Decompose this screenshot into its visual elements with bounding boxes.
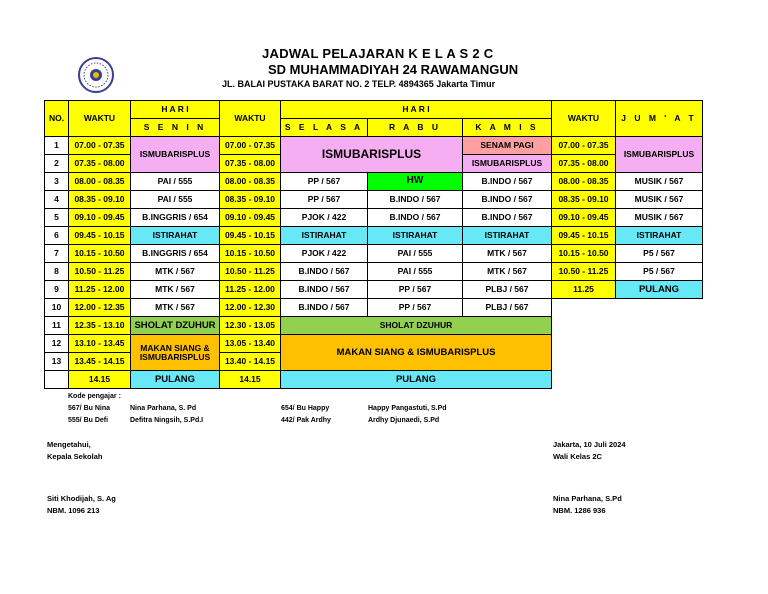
header-waktu-3: WAKTU [552,101,616,137]
time-cell: 10.50 - 11.25 [69,263,131,281]
time-cell: 12.35 - 13.10 [69,317,131,335]
header-senin: S E N I N [131,119,220,137]
kode-name: Ardhy Djunaedi, S.Pd [368,417,440,424]
row-no: 11 [45,317,69,335]
principal-nbm: NBM. 1096 213 [47,506,100,515]
subject-cell: PP / 567 [368,299,463,317]
header-jumat: J U M ' A T [616,101,703,137]
kode-code: 442/ Pak Ardhy [281,417,331,424]
header-no: NO. [45,101,69,137]
subject-cell: B.INGGRIS / 654 [131,245,220,263]
sholat-cell: SHOLAT DZUHUR [131,317,220,335]
subject-cell: PP / 567 [368,281,463,299]
row-no [45,371,69,389]
header-kamis: K A M I S [463,119,552,137]
row-no: 13 [45,353,69,371]
subject-cell: SENAM PAGI [463,137,552,155]
subject-cell: MUSIK / 567 [616,209,703,227]
subject-cell: MUSIK / 567 [616,191,703,209]
row-no: 10 [45,299,69,317]
subject-cell: PLBJ / 567 [463,299,552,317]
makan-siang-cell: MAKAN SIANG & ISMUBARISPLUS [281,335,552,371]
pulang-cell: PULANG [616,281,703,299]
time-cell: 08.00 - 08.35 [220,173,281,191]
time-cell: 08.35 - 09.10 [220,191,281,209]
subject-cell: ISMUBARISPLUS [463,155,552,173]
break-cell: ISTIRAHAT [281,227,368,245]
time-cell: 10.15 - 10.50 [552,245,616,263]
row-no: 1 [45,137,69,155]
empty-cell [552,299,703,317]
header-waktu-2: WAKTU [220,101,281,137]
subject-cell: PJOK / 422 [281,245,368,263]
row-no: 3 [45,173,69,191]
table-row [45,281,703,299]
time-cell: 08.00 - 08.35 [552,173,616,191]
kode-code: 567/ Bu Nina [68,405,111,412]
subject-cell: ISMUBARISPLUS [616,137,703,173]
subject-cell: PAI / 555 [368,263,463,281]
table-row [45,227,703,245]
time-cell: 09.45 - 10.15 [552,227,616,245]
kode-code: 654/ Bu Happy [281,405,330,412]
time-cell: 11.25 - 12.00 [69,281,131,299]
table-row [45,137,703,155]
time-cell: 09.10 - 09.45 [552,209,616,227]
time-cell: 12.30 - 13.05 [220,317,281,335]
subject-cell: PP / 567 [281,173,368,191]
subject-cell: B.INDO / 567 [463,191,552,209]
time-cell: 09.10 - 09.45 [220,209,281,227]
subject-cell: PJOK / 422 [281,209,368,227]
footer-right-1: Jakarta, 10 Juli 2024 [553,440,626,449]
makan-siang-cell: MAKAN SIANG & ISMUBARISPLUS [131,335,220,371]
time-cell: 13.45 - 14.15 [69,353,131,371]
time-cell: 09.10 - 09.45 [69,209,131,227]
time-cell: 10.50 - 11.25 [220,263,281,281]
subject-cell: B.INDO / 567 [463,173,552,191]
empty-cell [552,353,703,371]
time-cell: 12.00 - 12.30 [220,299,281,317]
break-cell: ISTIRAHAT [131,227,220,245]
empty-cell [552,335,703,353]
header-hari-1: H A R I [131,101,220,119]
subject-cell: PAI / 555 [131,173,220,191]
header-selasa: S E L A S A [281,119,368,137]
table-row [45,371,703,389]
time-cell: 10.15 - 10.50 [69,245,131,263]
subject-cell: B.INGGRIS / 654 [131,209,220,227]
empty-cell [552,317,703,335]
title-line2: SD MUHAMMADIYAH 24 RAWAMANGUN [268,62,519,77]
kode-name: Happy Pangastuti, S.Pd [368,405,447,412]
table-row [45,245,703,263]
subject-cell: ISMUBARISPLUS [131,137,220,173]
header-rabu: R A B U [368,119,463,137]
time-cell: 14.15 [69,371,131,389]
table-row [45,335,703,353]
subject-cell: P5 / 567 [616,245,703,263]
time-cell: 07.35 - 08.00 [552,155,616,173]
subject-cell: MTK / 567 [131,281,220,299]
kode-code: 555/ Bu Defi [68,417,109,424]
subject-cell: PAI / 555 [368,245,463,263]
table-row [45,191,703,209]
header-hari-2: H A R I [281,101,552,119]
row-no: 12 [45,335,69,353]
school-logo [76,56,116,94]
time-cell: 08.35 - 09.10 [69,191,131,209]
time-cell: 09.45 - 10.15 [69,227,131,245]
time-cell: 09.45 - 10.15 [220,227,281,245]
subject-cell: B.INDO / 567 [281,299,368,317]
time-cell: 07.00 - 07.35 [69,137,131,155]
time-cell: 08.35 - 09.10 [552,191,616,209]
subject-cell: PP / 567 [281,191,368,209]
time-cell: 10.50 - 11.25 [552,263,616,281]
subject-cell: MTK / 567 [463,263,552,281]
pulang-cell: PULANG [131,371,220,389]
table-row [45,263,703,281]
time-cell: 08.00 - 08.35 [69,173,131,191]
subject-cell: PLBJ / 567 [463,281,552,299]
schedule-table [44,100,703,389]
time-cell: 07.35 - 08.00 [69,155,131,173]
time-cell: 07.00 - 07.35 [552,137,616,155]
footer-left-2: Kepala Sekolah [47,452,103,461]
subject-cell: B.INDO / 567 [368,209,463,227]
time-cell: 07.00 - 07.35 [220,137,281,155]
time-cell: 07.35 - 08.00 [220,155,281,173]
row-no: 4 [45,191,69,209]
time-cell: 13.10 - 13.45 [69,335,131,353]
kode-name: Nina Parhana, S. Pd [130,405,197,412]
subject-cell: MTK / 567 [463,245,552,263]
principal-name: Siti Khodijah, S. Ag [47,494,116,503]
subject-cell: B.INDO / 567 [463,209,552,227]
header-waktu-1: WAKTU [69,101,131,137]
subject-cell: PAI / 555 [131,191,220,209]
subject-cell: B.INDO / 567 [368,191,463,209]
row-no: 6 [45,227,69,245]
break-cell: ISTIRAHAT [616,227,703,245]
subject-cell: B.INDO / 567 [281,263,368,281]
row-no: 9 [45,281,69,299]
time-cell: 14.15 [220,371,281,389]
row-no: 5 [45,209,69,227]
break-cell: ISTIRAHAT [368,227,463,245]
kode-name: Defitra Ningsih, S.Pd.I [130,417,204,424]
title-line1: JADWAL PELAJARAN K E L A S 2 C [262,46,494,61]
subject-cell: ISMUBARISPLUS [281,137,463,173]
subject-cell: P5 / 567 [616,263,703,281]
sholat-cell: SHOLAT DZUHUR [281,317,552,335]
time-cell: 13.40 - 14.15 [220,353,281,371]
subject-cell: B.INDO / 567 [281,281,368,299]
time-cell: 10.15 - 10.50 [220,245,281,263]
time-cell: 11.25 [552,281,616,299]
table-row [45,173,703,191]
table-row [45,299,703,317]
row-no: 8 [45,263,69,281]
footer-left-1: Mengetahui, [47,440,91,449]
footer-right-2: Wali Kelas 2C [553,452,602,461]
subject-cell: HW [368,173,463,191]
time-cell: 11.25 - 12.00 [220,281,281,299]
row-no: 2 [45,155,69,173]
row-no: 7 [45,245,69,263]
empty-cell [552,371,703,389]
break-cell: ISTIRAHAT [463,227,552,245]
teacher-nbm: NBM. 1286 936 [553,506,606,515]
address-line: JL. BALAI PUSTAKA BARAT NO. 2 TELP. 4894365 Jakarta Timur [222,79,496,89]
subject-cell: MTK / 567 [131,299,220,317]
teacher-name: Nina Parhana, S.Pd [553,494,622,503]
pulang-cell: PULANG [281,371,552,389]
kode-title: Kode pengajar : [68,393,121,400]
table-row [45,317,703,335]
table-row [45,209,703,227]
subject-cell: MUSIK / 567 [616,173,703,191]
time-cell: 13.05 - 13.40 [220,335,281,353]
subject-cell: MTK / 567 [131,263,220,281]
time-cell: 12.00 - 12.35 [69,299,131,317]
